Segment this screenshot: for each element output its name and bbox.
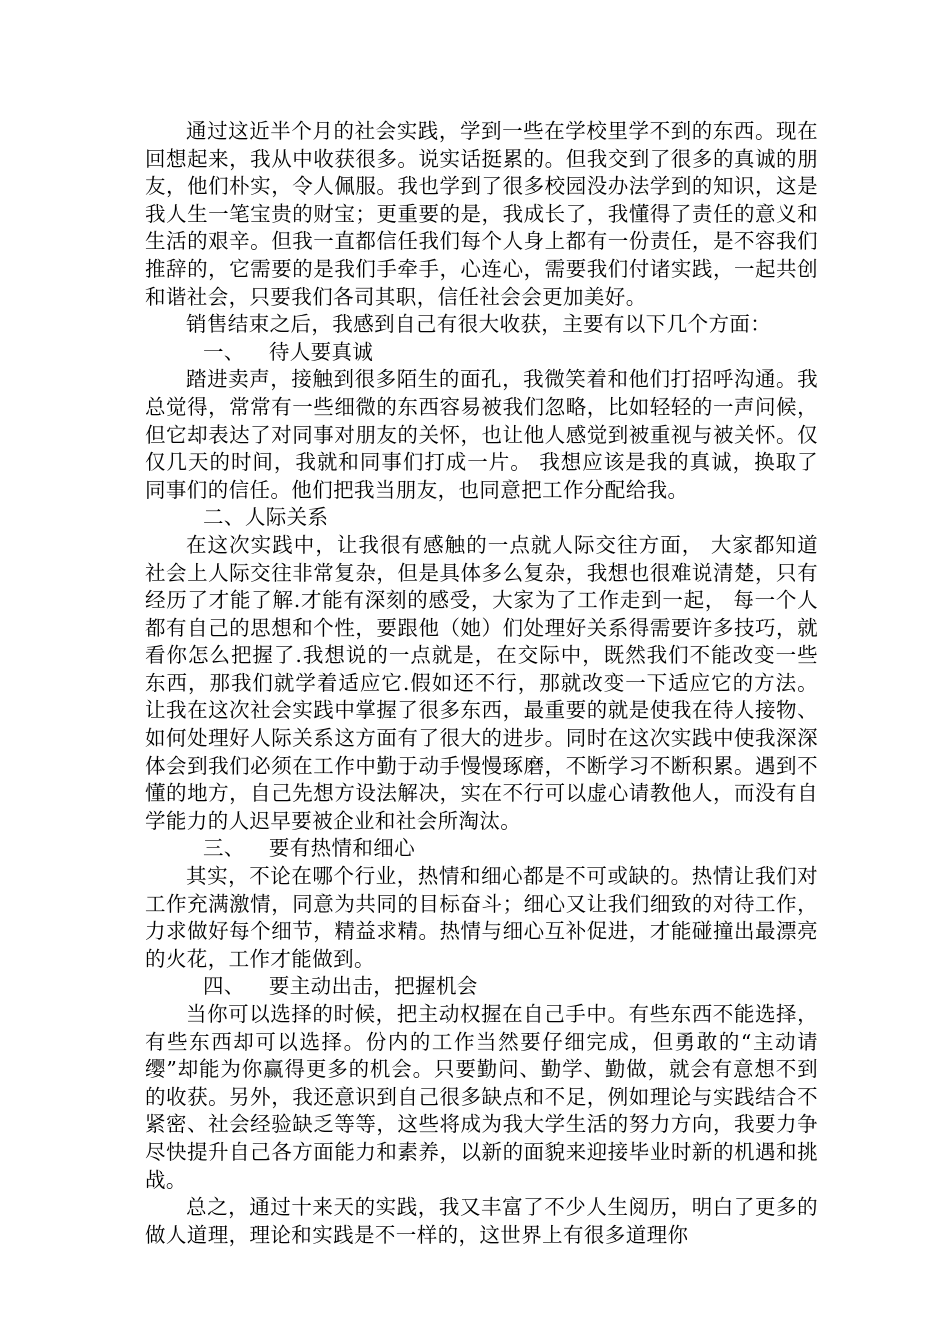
document-page <box>145 118 818 1249</box>
section-number: 二、 <box>203 505 245 530</box>
section-heading-3 <box>145 835 818 863</box>
paragraph-initiative: 当你可以选择的时候，把主动权握在自己手中。有些东西不能选择，有些东西却可以选择。份内的工作当然要仔细完成，但勇敢的“主动请缨”却能为你赢得更多的机会。只要勤问、勤学、勤做，就会有意想不到的收获。另外，我还意识到自己很多缺点和不足，例如理论与实践结合不紧密、社会经验缺乏等等，这些将成为我大学生活的努力方向，我要力争尽快提升自己各方面能力和素养，以新的面貌来迎接毕业时新的机遇和挑战。 <box>145 1002 818 1192</box>
section-number: 三、 <box>203 836 245 861</box>
section-heading-1 <box>145 339 818 367</box>
section-heading-4 <box>145 973 818 1001</box>
section-title: 要有热情和细心 <box>268 836 416 861</box>
section-number: 一、 <box>203 339 245 364</box>
section-heading-2 <box>145 504 818 532</box>
paragraph-summary-lead: 销售结束之后，我感到自己有很大收获，主要有以下几个方面： <box>186 312 772 337</box>
section-title: 人际关系 <box>244 505 329 530</box>
paragraph-sincerity: 踏进卖声，接触到很多陌生的面孔，我微笑着和他们打招呼沟通。我总觉得，常常有一些细微的东西容易被我们忽略，比如轻轻的一声问候，但它却表达了对同事对朋友的关怀，也让他人感觉到被重视与被关怀。仅仅几天的时间，我就和同事们打成一片。 我想应该是我的真诚，换取了同事们的信任。他们把我当朋友，也同意把工作分配给我。 <box>145 367 818 502</box>
section-title: 待人要真诚 <box>268 339 374 364</box>
section-title: 要主动出击，把握机会 <box>268 974 478 999</box>
paragraph-enthusiasm: 其实，不论在哪个行业，热情和细心都是不可或缺的。热情让我们对工作充满激情，同意为共同的目标奋斗；细心又让我们细致的对待工作，力求做好每个细节，精益求精。热情与细心互补促进，才能碰撞出最漂亮的火花，工作才能做到。 <box>145 864 818 971</box>
paragraph-conclusion: 总之，通过十来天的实践，我又丰富了不少人生阅历，明白了更多的做人道理，理论和实践是不一样的，这世界上有很多道理你 <box>145 1195 818 1247</box>
section-number: 四、 <box>203 974 245 999</box>
paragraph-intro: 通过这近半个月的社会实践，学到一些在学校里学不到的东西。现在回想起来，我从中收获很多。说实话挺累的。但我交到了很多的真诚的朋友，他们朴实，令人佩服。我也学到了很多校园没办法学到的知识，这是我人生一笔宝贵的财宝；更重要的是，我成长了，我懂得了责任的意义和生活的艰辛。但我一直都信任我们每个人身上都有一份责任，是不容我们推辞的，它需要的是我们手牵手，心连心，需要我们付诸实践，一起共创和谐社会，只要我们各司其职，信任社会会更加美好。 <box>145 119 818 309</box>
paragraph-relationships: 在这次实践中，让我很有感触的一点就人际交往方面， 大家都知道社会上人际交往非常复杂，但是具体多么复杂，我想也很难说清楚，只有经历了才能了解.才能有深刻的感受，大家为了工作走到一起， 每一个人都有自己的思想和个性，要跟他（她）们处理好关系得需要许多技巧，就看你怎么把握了.我想说的一点就是，在交际中，既然我们不能改变一些东西，那我们就学着适应它.假如还不行，那就改变一下适应它的方法。让我在这次社会实践中掌握了很多东西，最重要的就是使我在待人接物、如何处理好人际关系这方面有了很大的进步。同时在这次实践中使我深深体会到我们必须在工作中勤于动手慢慢琢磨，不断学习不断积累。遇到不懂的地方，自己先想方设法解决，实在不行可以虚心请教他人，而没有自学能力的人迟早要被企业和社会所淘汰。 <box>145 532 818 833</box>
